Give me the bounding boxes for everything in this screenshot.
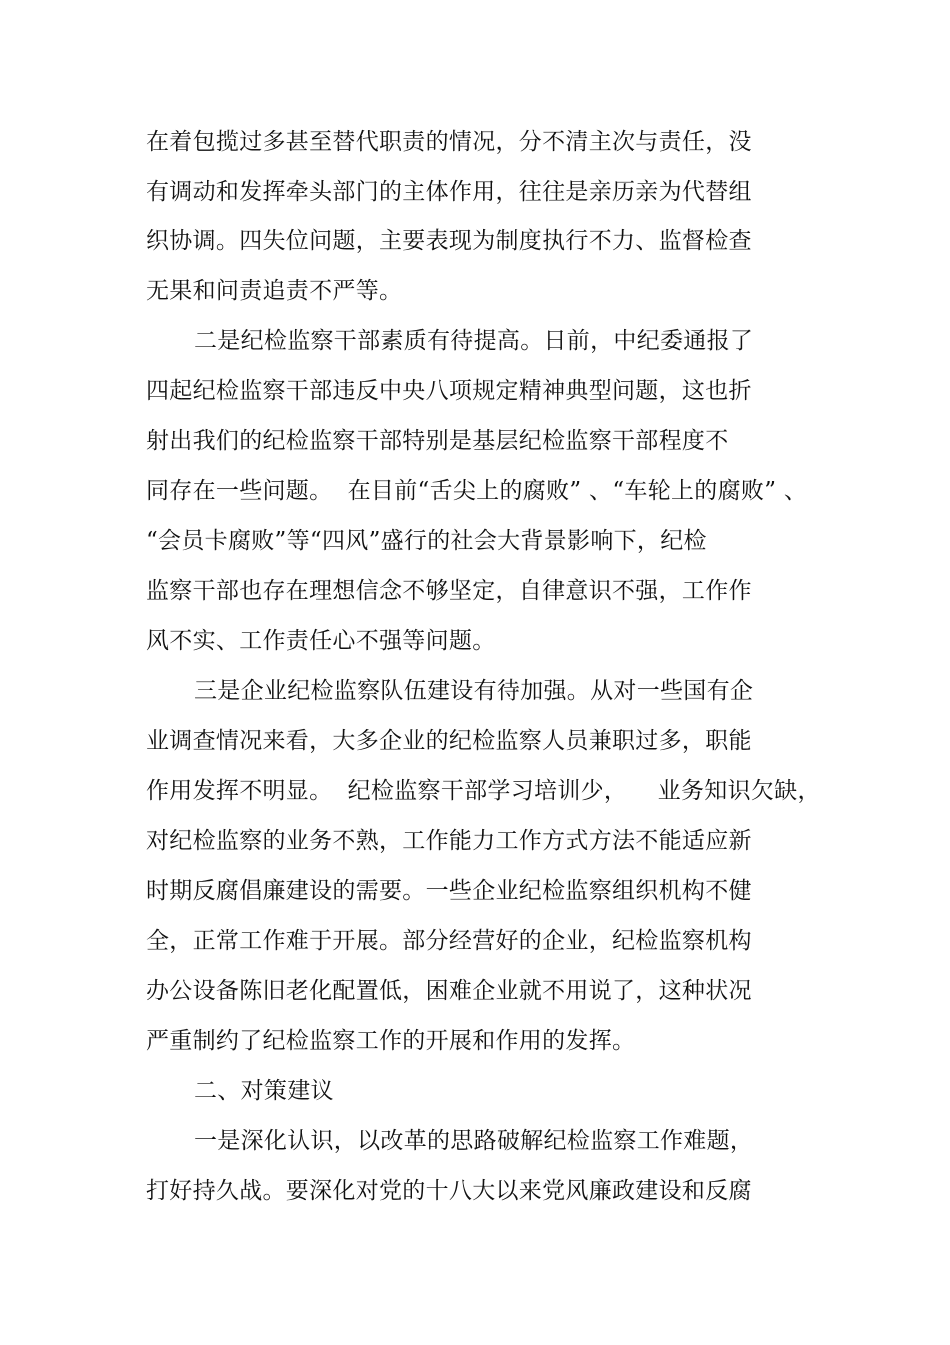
paragraph-start-line: 二是纪检监察干部素质有待提高。日前，中纪委通报了	[194, 328, 754, 354]
text-line: 时期反腐倡廉建设的需要。一些企业纪检监察组织机构不健	[146, 878, 752, 904]
text-line: 无果和问责追责不严等。	[146, 278, 403, 304]
text-line: 有调动和发挥牵头部门的主体作用，往往是亲历亲为代替组	[146, 179, 752, 205]
text-line: 织协调。四失位问题，主要表现为制度执行不力、监督检查	[146, 228, 752, 254]
text-line: 风不实、工作责任心不强等问题。	[146, 628, 496, 654]
text-line: 射出我们的纪检监察干部特别是基层纪检监察干部程度不	[146, 428, 729, 454]
text-line: “会员卡腐败”等“四风”盛行的社会大背景影响下，纪检	[146, 528, 707, 554]
text-line: 业调查情况来看，大多企业的纪检监察人员兼职过多，职能	[146, 728, 752, 754]
paragraph-start-line: 三是企业纪检监察队伍建设有待加强。从对一些国有企	[194, 678, 754, 704]
text-line: 对纪检监察的业务不熟，工作能力工作方式方法不能适应新	[146, 828, 752, 854]
text-line: 同存在一些问题。 在目前“舌尖上的腐败” 、“车轮上的腐败” 、	[146, 478, 808, 504]
section-heading: 二、对策建议	[194, 1078, 334, 1104]
text-line: 打好持久战。要深化对党的十八大以来党风廉政建设和反腐	[146, 1178, 752, 1204]
text-line: 监察干部也存在理想信念不够坚定，自律意识不强，工作作	[146, 578, 752, 604]
text-line: 办公设备陈旧老化配置低，困难企业就不用说了，这种状况	[146, 978, 752, 1004]
text-line: 四起纪检监察干部违反中央八项规定精神典型问题，这也折	[146, 378, 752, 404]
text-line: 严重制约了纪检监察工作的开展和作用的发挥。	[146, 1028, 636, 1054]
text-line: 作用发挥不明显。 纪检监察干部学习培训少， 业务知识欠缺，	[146, 778, 821, 804]
text-line: 在着包揽过多甚至替代职责的情况，分不清主次与责任，没	[146, 129, 752, 155]
text-line: 全，正常工作难于开展。部分经营好的企业，纪检监察机构	[146, 928, 752, 954]
paragraph-start-line: 一是深化认识，以改革的思路破解纪检监察工作难题，	[194, 1128, 754, 1154]
